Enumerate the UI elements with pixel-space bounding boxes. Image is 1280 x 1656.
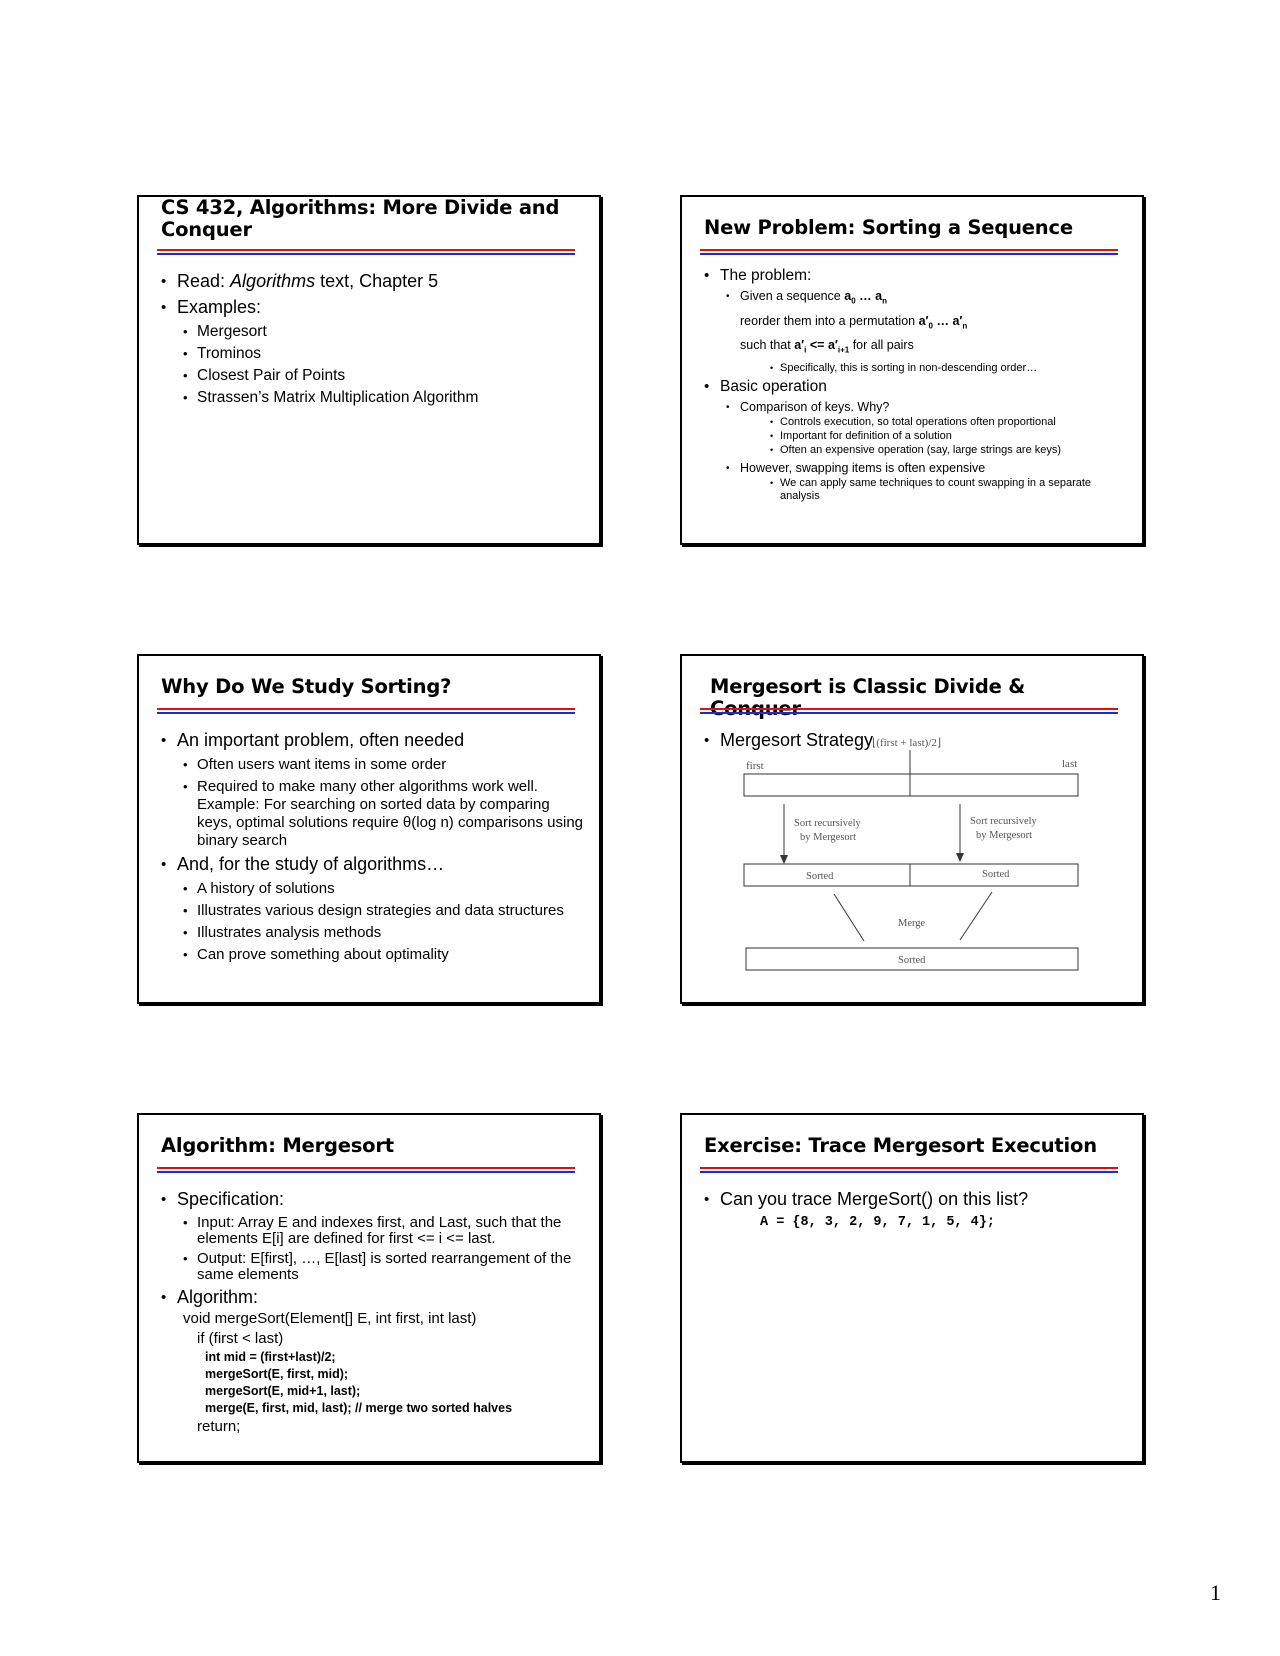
reorder-line: reorder them into a permutation $a'_0$ … $a'_n$ (740, 313, 968, 330)
example-item: • Strassen’s Matrix Multiplication Algorithm (159, 389, 585, 407)
code-line: mergeSort(E, first, mid); (205, 1367, 349, 1381)
title-rule (157, 1167, 575, 1173)
bullet-examples: • Examples: (159, 296, 585, 319)
array-code: A = {8, 3, 2, 9, 7, 1, 5, 4}; (760, 1215, 995, 1230)
bullet-strategy: • Mergesort Strategy (702, 729, 1128, 752)
sub-item: • Required to make many other algorithms work well. Example: For searching on sorted data by comparing keys, optimal solutions require θ(log n) comparisons using binary search (159, 778, 585, 850)
left-recursive-label-2: by Mergesort (800, 832, 857, 843)
midpoint-label: ⌊(first + last)/2⌋ (872, 737, 942, 749)
page-number: 1 (1210, 1580, 1221, 1605)
slide-exercise-trace (680, 1113, 1144, 1463)
slide-title: CS 432, Algorithms: More Divide and Conquer (161, 196, 560, 241)
slide-algorithm-mergesort (137, 1113, 601, 1463)
spec-output: • Output: E[first], …, E[last] is sorted rearrangement of the same elements (159, 1251, 585, 1283)
slide-title: Algorithm: Mergesort (161, 1134, 394, 1157)
bullet-trace-question: • Can you trace MergeSort() on this list? (702, 1188, 1128, 1211)
bullet-algorithm: • Algorithm: (159, 1286, 585, 1309)
first-label: first (746, 760, 764, 772)
bullet-specification: • Specification: (159, 1188, 585, 1211)
sub-item: • A history of solutions (159, 880, 585, 898)
such-that-line: such that $a'_i <= a'_{i+1}$ for all pairs (740, 338, 914, 355)
why-item: • Important for definition of a solution (702, 430, 1128, 443)
right-recursive-label: Sort recursively (970, 816, 1037, 827)
why-item: • Often an expensive operation (say, large strings are keys) (702, 444, 1128, 457)
title-rule (700, 249, 1118, 255)
sorted-halves-array (744, 864, 1078, 886)
slide-body (702, 263, 1128, 503)
example-item: • Trominos (159, 345, 585, 363)
code-line: mergeSort(E, mid+1, last); (205, 1384, 361, 1398)
example-item: • Mergesort (159, 323, 585, 341)
code-line: merge(E, first, mid, last); // merge two sorted halves (205, 1401, 513, 1415)
code-if: if (first < last) (197, 1330, 284, 1347)
sorted-final-label: Sorted (898, 955, 926, 966)
swap-note: • We can apply same techniques to count swapping in a separate analysis (702, 477, 1128, 503)
bullet-problem: • The problem: (702, 266, 1128, 285)
slide-title: New Problem: Sorting a Sequence (704, 216, 1073, 239)
why-item: • Controls execution, so total operations often proportional (702, 416, 1128, 429)
code-line: int mid = (first+last)/2; (205, 1350, 336, 1364)
slide-sorting-problem (680, 195, 1144, 545)
title-rule (700, 1167, 1118, 1173)
bullet-important-problem: • An important problem, often needed (159, 729, 585, 752)
specifically-note: • Specifically, this is sorting in non-descending order… (702, 362, 1128, 375)
slide-body (159, 1185, 585, 1437)
example-item: • Closest Pair of Points (159, 367, 585, 385)
sorted-right-label: Sorted (982, 869, 1010, 880)
right-recursive-label-2: by Mergesort (976, 830, 1033, 841)
sorted-left-label: Sorted (806, 871, 834, 882)
slide-mergesort-strategy (680, 654, 1144, 1004)
swapping-item: • However, swapping items is often expensive (702, 461, 1128, 476)
bullet-read: • Read: Algorithms text, Chapter 5 (159, 270, 585, 293)
comparison-item: • Comparison of keys. Why? (702, 400, 1128, 415)
sub-item: • Illustrates various design strategies and data structures (159, 902, 585, 920)
last-label: last (1062, 758, 1078, 770)
slide-body (159, 267, 585, 407)
mergesort-diagram (742, 736, 1092, 986)
slide-title: Exercise: Trace Mergesort Execution (704, 1134, 1097, 1157)
sub-item: • Illustrates analysis methods (159, 924, 585, 942)
slide-body (159, 726, 585, 964)
sub-item: • Often users want items in some order (159, 756, 585, 774)
unsorted-array (744, 774, 1078, 796)
slide-title: Why Do We Study Sorting? (161, 675, 452, 698)
title-rule (157, 249, 575, 255)
given-sequence: • Given a sequence $a_0$ … $a_n$ (702, 289, 1128, 309)
title-rule (157, 708, 575, 714)
slide-body (702, 1185, 1128, 1230)
bullet-study-algorithms: • And, for the study of algorithms… (159, 853, 585, 876)
code-signature: void mergeSort(Element[] E, int first, int last) (183, 1310, 477, 1327)
code-return: return; (197, 1418, 241, 1435)
slide-why-sorting (137, 654, 601, 1004)
spec-input: • Input: Array E and indexes first, and Last, such that the elements E[i] are defined for first <= i <= last. (159, 1215, 585, 1247)
merge-label: Merge (898, 918, 926, 929)
slide-title: Mergesort is Classic Divide & (710, 675, 1026, 698)
bullet-basic-operation: • Basic operation (702, 377, 1128, 396)
slide-course-intro (137, 195, 601, 545)
title-rule (700, 708, 1118, 714)
left-recursive-label: Sort recursively (794, 818, 861, 829)
sub-item: • Can prove something about optimality (159, 946, 585, 964)
